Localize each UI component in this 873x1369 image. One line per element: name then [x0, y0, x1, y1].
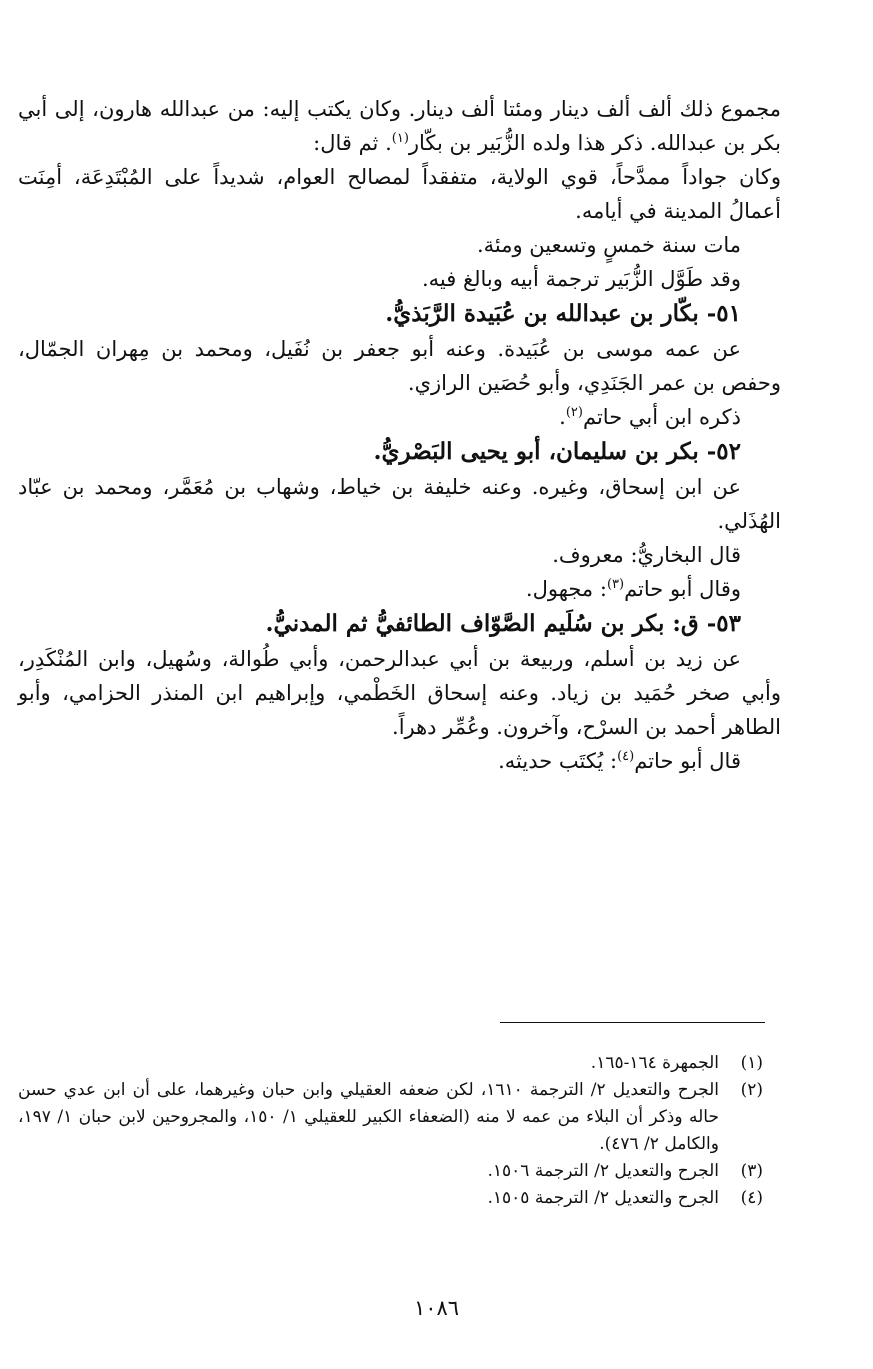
paragraph: مجموع ذلك ألف ألف دينار ومئتا ألف دينار. وكان يكتب إليه: من عبدالله هارون، إلى أبي بكر بن عبدالله. ذكر هذا ولده الزُّبَير بن بكّار$^{(١)}$. ثم قال:: [18, 97, 781, 155]
footnote-item: (٤) الجرح والتعديل ٢/ الترجمة ١٥٠٥.: [487, 1188, 763, 1208]
footnote-item: (٣) الجرح والتعديل ٢/ الترجمة ١٥٠٦.: [487, 1161, 763, 1181]
main-text: [18, 92, 781, 778]
footnotes: [18, 1050, 763, 1212]
footnote-marker: (١): [391, 131, 409, 146]
paragraph: قال البخاريُّ: معروف.: [552, 543, 741, 567]
footnote-item: (٢) الجرح والتعديل ٢/ الترجمة ١٦١٠، لكن ضعفه العقيلي وابن حبان وغيرهما، على أن ابن عدي حسن حاله وذكر أن البلاء من عمه لا منه (الضعفاء الكبير للعقيلي ١/ ١٥٠، والمجروحين لابن حبان ١/ ١٩٧، والكامل ٢/ ٤٧٦).: [18, 1080, 763, 1154]
entry-heading-51: ٥١-بكّار بن عبدالله بن عُبَيدة الرَّبَذيُّ.: [385, 300, 741, 327]
paragraph: قال أبو حاتم$^{(٤)}$: يُكتَب حديثه.: [498, 749, 741, 773]
footnote-marker: (٢): [565, 405, 583, 420]
paragraph: عن عمه موسى بن عُبَيدة. وعنه أبو جعفر بن نُفَيل، ومحمد بن مِهران الجمّال، وحفص بن عمر الجَنَدِي، وأبو حُصَين الرازي.: [18, 337, 781, 395]
paragraph: وقال أبو حاتم$^{(٣)}$: مجهول.: [525, 577, 741, 601]
paragraph: مات سنة خمسٍ وتسعين ومئة.: [476, 233, 741, 257]
entry-heading-53: ٥٣- ق:بكر بن سُلَيم الصَّوّاف الطائفيُّ ثم المدنيُّ.: [265, 610, 741, 637]
paragraph: وكان جواداً ممدَّحاً، قوي الولاية، متفقداً لمصالح العوام، شديداً على المُبْتَدِعَة، أمِنَت أعمالُ المدينة في أيامه.: [18, 165, 781, 223]
footnote-item: (١) الجمهرة ١٦٤-١٦٥.: [590, 1053, 763, 1073]
page-number: ١٠٨٦: [413, 1296, 460, 1320]
footnote-marker: (٤): [617, 749, 635, 764]
paragraph: وقد طَوَّل الزُّبَير ترجمة أبيه وبالغ فيه.: [421, 267, 741, 291]
paragraph: ذكره ابن أبي حاتم$^{(٢)}$.: [559, 405, 741, 429]
footnote-divider: [500, 1022, 765, 1023]
paragraph: عن ابن إسحاق، وغيره. وعنه خليفة بن خياط، وشهاب بن مُعَمَّر، ومحمد بن عبّاد الهُذَلي.: [18, 475, 781, 533]
footnote-marker: (٣): [606, 577, 625, 592]
paragraph: عن زيد بن أسلم، وربيعة بن أبي عبدالرحمن، وأبي طُوالة، وسُهيل، وابن المُنْكَدِر، وأبي صخر حُمَيد بن زياد. وعنه إسحاق الخَطْمي، وإبراهيم ابن المنذر الحزامي، وأبو الطاهر أحمد بن السرْح، وآخرون. وعُمِّر دهراً.: [18, 647, 781, 739]
entry-heading-52: ٥٢-بكر بن سليمان، أبو يحيى البَصْريُّ.: [373, 438, 741, 465]
